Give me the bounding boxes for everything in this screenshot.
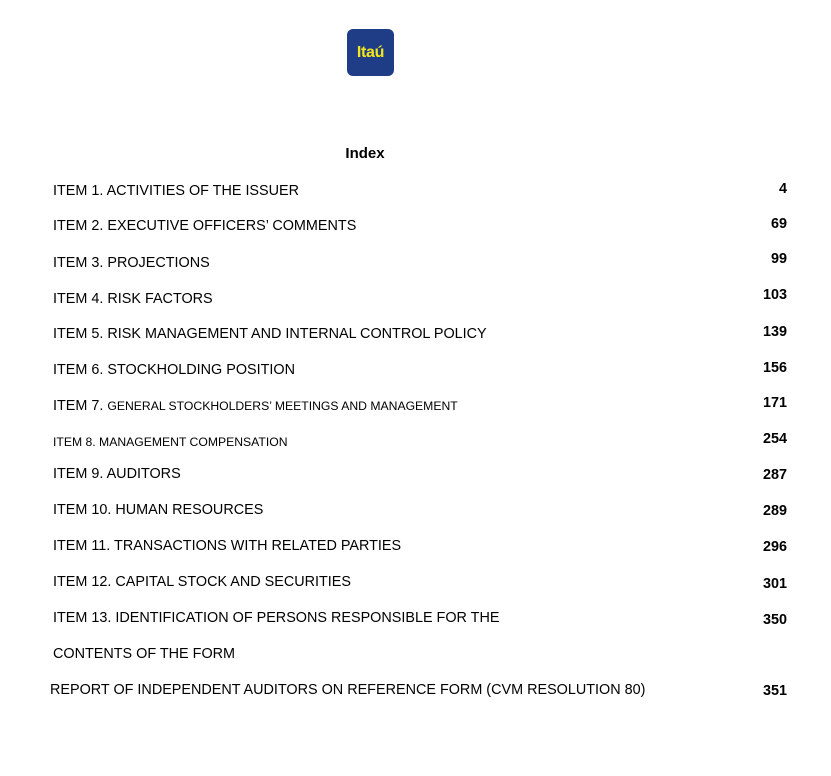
index-item-page: 139 (762, 324, 787, 340)
index-row[interactable] (0, 502, 831, 522)
index-row[interactable] (0, 538, 831, 558)
index-item-page: 287 (762, 467, 787, 483)
index-item-page: 296 (762, 539, 787, 555)
index-item-label: ITEM 10. HUMAN RESOURCES (53, 502, 264, 518)
index-item-label: ITEM 4. RISK FACTORS (53, 291, 213, 307)
index-item-label: REPORT OF INDEPENDENT AUDITORS ON REFERENCE FORM (CVM RESOLUTION 80) (50, 682, 646, 698)
index-item-page: 301 (762, 576, 787, 592)
logo-text: Itaú (356, 43, 385, 61)
index-title: Index (345, 145, 385, 162)
index-item-label-lead: ITEM 7. (53, 398, 104, 414)
index-row[interactable] (0, 395, 831, 418)
index-item-label: ITEM 8. MANAGEMENT COMPENSATION (53, 435, 288, 449)
index-row[interactable] (0, 466, 831, 486)
index-item-label-rest: GENERAL STOCKHOLDERS’ MEETINGS AND MANAGEMENT (107, 399, 458, 413)
index-item-label: ITEM 3. PROJECTIONS (53, 255, 210, 271)
index-item-label: ITEM 1. ACTIVITIES OF THE ISSUER (53, 183, 300, 199)
index-row[interactable] (0, 610, 831, 630)
index-row[interactable] (0, 682, 831, 702)
index-row-continuation (0, 646, 831, 666)
index-item-label: ITEM 11. TRANSACTIONS WITH RELATED PARTIES (53, 538, 402, 554)
index-item-page: 103 (762, 287, 787, 303)
index-item-page: 99 (770, 251, 787, 267)
index-item-page: 289 (762, 503, 787, 519)
index-row[interactable] (0, 431, 831, 454)
index-item-label: ITEM 13. IDENTIFICATION OF PERSONS RESPONSIBLE FOR THE (53, 610, 500, 626)
index-item-page: 171 (762, 395, 787, 411)
index-row[interactable] (0, 287, 831, 311)
index-item-page: 254 (762, 431, 787, 447)
index-item-page: 4 (778, 181, 787, 197)
index-row[interactable] (0, 362, 831, 382)
index-item-label: ITEM 12. CAPITAL STOCK AND SECURITIES (53, 574, 352, 590)
index-item-page: 69 (770, 216, 787, 232)
index-item-label: ITEM 2. EXECUTIVE OFFICERS’ COMMENTS (53, 218, 357, 234)
itau-logo (347, 29, 394, 76)
index-item-page: 156 (762, 360, 787, 376)
index-row[interactable] (0, 218, 831, 238)
index-item-label: ITEM 6. STOCKHOLDING POSITION (53, 362, 296, 378)
index-row[interactable] (0, 326, 831, 346)
index-item-label: CONTENTS OF THE FORM (53, 646, 236, 662)
index-item-label: ITEM 5. RISK MANAGEMENT AND INTERNAL CONTROL POLICY (53, 326, 487, 342)
index-row[interactable] (0, 574, 831, 594)
index-item-label (53, 398, 458, 414)
index-item-label: ITEM 9. AUDITORS (53, 466, 181, 482)
index-row[interactable] (0, 251, 831, 275)
index-row[interactable] (0, 183, 831, 203)
index-item-page: 350 (762, 612, 787, 628)
index-item-page: 351 (762, 683, 787, 699)
